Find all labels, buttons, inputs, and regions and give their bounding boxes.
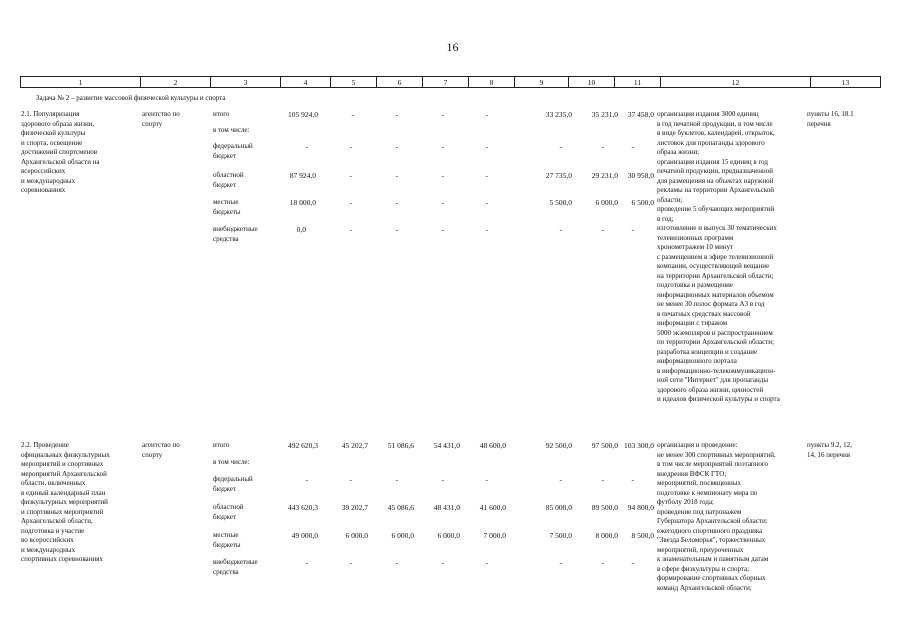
value-cell: 41 600,0 (479, 503, 506, 512)
value-cell: 6 000,0 (345, 531, 368, 540)
value-cell: - (631, 142, 634, 151)
value-cell: - (305, 475, 308, 484)
measure-name: 2.1. Популяризация здорового образа жизни, физической культуры и спорта, освещение достижений спортсменов Архангельской области на всероссийских и международных соревнованиях (21, 110, 100, 194)
expected-results: организация и проведение: не менее 300 спортивных мероприятий, в том числе мероприятий поэтапного внедрения ВФСК ГТО; мероприятий, посвященных подготовке к чемпионату мира по футболу 2018 года; проведение под патронажем Губернатора Архангельской области: ежегодного спортивного праздника "Звезда Беломорья", торжественных мероприятий, приуроченных к знаменательным и памятным датам в сфере физкультуры и спорта; формирование спортивных сборных команд Архангельской области; (657, 441, 776, 592)
value-cell: - (441, 142, 444, 151)
program-links: пункты 9.2, 12, 14, 16 перечня (807, 441, 852, 459)
value-cell: - (631, 225, 634, 234)
value-cell: - (601, 475, 604, 484)
funding-source: федеральный бюджет (213, 142, 253, 160)
value-cell: 492 620,3 (288, 441, 318, 450)
value-cell: - (485, 475, 488, 484)
value-cell: - (395, 225, 398, 234)
task-heading: Задача № 2 – развитие массовой физической культуры и спорта (36, 94, 226, 102)
value-cell: - (349, 198, 352, 207)
column-number: 3 (211, 77, 281, 88)
value-cell: 0,0 (296, 225, 306, 234)
value-cell: 30 958,0 (627, 171, 654, 180)
value-cell: - (351, 110, 354, 119)
value-cell: 37 458,0 (627, 110, 654, 119)
value-cell: 27 735,0 (545, 171, 572, 180)
value-cell: 97 500,0 (591, 441, 618, 450)
funding-source: внебюджетные средства (213, 225, 258, 243)
column-number: 11 (615, 77, 661, 88)
value-cell: - (485, 142, 488, 151)
value-cell: 45 086,6 (387, 503, 414, 512)
value-cell: - (395, 475, 398, 484)
value-cell: - (395, 558, 398, 567)
value-cell: - (349, 142, 352, 151)
value-cell: - (601, 142, 604, 151)
column-number: 4 (281, 77, 331, 88)
value-cell: - (631, 475, 634, 484)
value-cell: - (601, 225, 604, 234)
value-cell: - (395, 110, 398, 119)
value-cell: - (601, 558, 604, 567)
value-cell: 6 500,0 (631, 198, 654, 207)
value-cell: - (485, 198, 488, 207)
value-cell: - (441, 198, 444, 207)
value-cell: 7 000,0 (483, 531, 506, 540)
executor: агентство по спорту (142, 110, 180, 128)
value-cell: 89 500,0 (591, 503, 618, 512)
measure-name: 2.2. Проведение официальных физкультурных мероприятий и спортивных мероприятий Архангельской области, включенных в единый календарный план физкультурных мероприятий и спортивных мероприятий Архангельской области, подготовка и участие во всероссийских и международных спортивных соревнованиях (21, 441, 110, 563)
value-cell: - (441, 171, 444, 180)
funding-source: местные бюджеты (213, 198, 241, 216)
column-number: 1 (21, 77, 141, 88)
column-number: 12 (661, 77, 811, 88)
value-cell: 45 202,7 (341, 441, 368, 450)
value-cell: - (349, 225, 352, 234)
program-links: пункты 16, 18.1 перечня (807, 110, 854, 128)
value-cell: 6 000,0 (595, 198, 618, 207)
value-cell: - (485, 225, 488, 234)
funding-source: итого (213, 110, 230, 118)
column-number-row (20, 76, 881, 88)
value-cell: 105 924,0 (288, 110, 318, 119)
value-cell: - (559, 142, 562, 151)
value-cell: - (395, 171, 398, 180)
column-number: 9 (515, 77, 569, 88)
funding-source: внебюджетные средства (213, 558, 258, 576)
executor: агентство по спорту (142, 441, 180, 459)
value-cell: 49 000,0 (291, 531, 318, 540)
column-number: 10 (569, 77, 615, 88)
value-cell: - (305, 558, 308, 567)
value-cell: 8 000,0 (595, 531, 618, 540)
value-cell: 18 000,0 (289, 198, 316, 207)
value-cell: - (349, 558, 352, 567)
column-number: 13 (811, 77, 881, 88)
value-cell: 443 620,3 (288, 503, 318, 512)
value-cell: - (395, 198, 398, 207)
column-number: 7 (423, 77, 469, 88)
value-cell: - (395, 142, 398, 151)
value-cell: 92 500,0 (545, 441, 572, 450)
value-cell: - (485, 110, 488, 119)
funding-source: областной бюджет (213, 171, 244, 189)
value-cell: 85 000,0 (545, 503, 572, 512)
column-number: 2 (141, 77, 211, 88)
value-cell: - (441, 110, 444, 119)
value-cell: - (349, 171, 352, 180)
column-number: 6 (377, 77, 423, 88)
value-cell: 87 924,0 (289, 171, 316, 180)
value-cell: - (305, 142, 308, 151)
value-cell: 39 202,7 (341, 503, 368, 512)
value-cell: 54 431,0 (433, 441, 460, 450)
column-number: 5 (331, 77, 377, 88)
value-cell: - (485, 171, 488, 180)
value-cell: 103 300,0 (624, 441, 654, 450)
value-cell: 94 800,0 (627, 503, 654, 512)
value-cell: - (559, 225, 562, 234)
funding-source: итого (213, 441, 230, 449)
funding-source: в том числе: (213, 458, 250, 466)
value-cell: - (559, 475, 562, 484)
value-cell: - (485, 558, 488, 567)
value-cell: - (441, 558, 444, 567)
value-cell: 51 086,6 (387, 441, 414, 450)
funding-source: областной бюджет (213, 503, 244, 521)
column-number: 8 (469, 77, 515, 88)
value-cell: 48 431,0 (433, 503, 460, 512)
funding-source: местные бюджеты (213, 531, 241, 549)
funding-source: федеральный бюджет (213, 475, 253, 493)
value-cell: 35 231,0 (591, 110, 618, 119)
value-cell: 6 000,0 (437, 531, 460, 540)
value-cell: 8 500,0 (631, 531, 654, 540)
page-number: 16 (446, 40, 459, 54)
value-cell: 48 600,0 (479, 441, 506, 450)
value-cell: - (559, 558, 562, 567)
funding-source: в том числе: (213, 126, 250, 134)
value-cell: - (631, 558, 634, 567)
expected-results: организация издания 3000 единиц в год печатной продукции, в том числе в виде буклетов, календарей, открыток, листовок для пропаганды здорового образа жизни; организация издания 15 единиц в год печатной продукции, предназначенной для размещения на объектах наружной рекламы на территории Архангельской области; проведение 5 обучающих мероприятий в год; изготовление и выпуск 30 тематических телевизионных программ хронометражем 10 минут с размещением в эфире телевизионной компании, осуществляющей вещание на территории Архангельской области; подготовка и размещение информационных материалов объемом не менее 30 полос формата А3 в год в печатных средствах массовой информации с тиражом 5000 экземпляров и распространением по территории Архангельской области; разработка концепции и создание информационного портала в информационно-телекоммуникацион- ной сети "Интернет" для пропаганды здорового образа жизни, ценностей и идеалов физической культуры и спорта (657, 110, 780, 403)
value-cell: - (441, 475, 444, 484)
value-cell: 29 231,0 (591, 171, 618, 180)
value-cell: 33 235,0 (545, 110, 572, 119)
value-cell: - (349, 475, 352, 484)
value-cell: - (441, 225, 444, 234)
value-cell: 7 500,0 (549, 531, 572, 540)
value-cell: 5 500,0 (549, 198, 572, 207)
value-cell: 6 000,0 (391, 531, 414, 540)
